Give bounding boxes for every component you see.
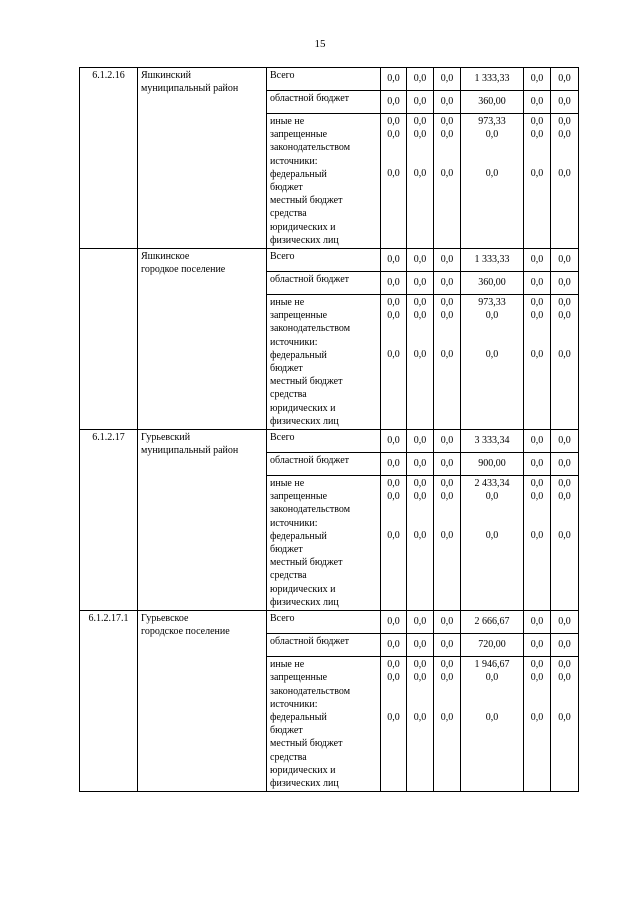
legal-entities-value: 0,0 (387, 530, 400, 542)
other-sources-value-cell (524, 295, 551, 430)
entity-total-row (80, 68, 579, 91)
other-sources-value-cell (381, 476, 407, 611)
local-value: 0,0 (558, 491, 571, 503)
total-value-cell: 0,0 (551, 68, 579, 91)
entity-name-line: Яшкинское (141, 251, 190, 263)
entity-name-line: Гурьевское (141, 613, 189, 625)
other-sources-value-cell (461, 657, 524, 792)
legal-entities-value: 0,0 (440, 168, 454, 180)
total-value-cell: 3 333,34 (461, 430, 524, 453)
regional-value-cell: 0,0 (381, 453, 407, 476)
source-total-label: Всего (267, 611, 381, 634)
federal-value: 2 433,34 (474, 478, 510, 490)
regional-value-cell: 0,0 (551, 272, 579, 295)
regional-value-cell: 0,0 (381, 634, 407, 657)
total-value-cell: 2 666,67 (461, 611, 524, 634)
legal-entities-value: 0,0 (558, 349, 571, 361)
page-number: 15 (314, 38, 326, 50)
legal-entities-value: 0,0 (387, 349, 400, 361)
total-value-cell: 0,0 (407, 68, 434, 91)
regional-value-cell: 0,0 (434, 634, 461, 657)
regional-value-cell: 0,0 (524, 272, 551, 295)
legal-entities-value: 0,0 (387, 168, 400, 180)
local-value: 0,0 (530, 310, 544, 322)
entity-name (138, 430, 267, 611)
other-sources-value-cell (434, 114, 461, 249)
federal-value: 973,33 (478, 116, 506, 127)
legal-entities-value: 0,0 (413, 349, 427, 361)
entity-code: 6.1.2.17.1 (80, 611, 138, 792)
legal-entities-value: 0,0 (440, 711, 454, 723)
other-sources-value-cell (407, 476, 434, 611)
regional-value-cell: 0,0 (524, 634, 551, 657)
local-value: 0,0 (558, 129, 571, 141)
source-total-label: Всего (267, 68, 381, 91)
source-other-line: запрещенные (270, 310, 328, 322)
source-other-line: средства (270, 751, 307, 763)
source-other-line: физических лиц (270, 415, 339, 427)
regional-value-cell: 0,0 (524, 91, 551, 114)
source-other-line: федеральный (270, 168, 327, 180)
regional-value-cell: 0,0 (381, 91, 407, 114)
local-value: 0,0 (530, 672, 544, 684)
local-value: 0,0 (530, 491, 544, 503)
federal-value: 0,0 (440, 659, 454, 671)
source-other-line: бюджет (270, 725, 303, 737)
local-value: 0,0 (413, 129, 427, 141)
source-other-line: запрещенные (270, 129, 328, 141)
entity-name (138, 68, 267, 249)
other-sources-value-cell (524, 476, 551, 611)
other-sources-value-cell (434, 476, 461, 611)
regional-value-cell: 0,0 (407, 634, 434, 657)
legal-entities-value: 0,0 (413, 711, 427, 723)
legal-entities-value: 0,0 (530, 530, 544, 542)
source-other-line: местный бюджет (270, 557, 343, 569)
source-other-line: бюджет (270, 182, 303, 194)
federal-value: 0,0 (387, 297, 400, 309)
federal-value: 0,0 (558, 478, 571, 490)
other-sources-value-cell (461, 295, 524, 430)
federal-value: 0,0 (440, 116, 454, 127)
source-other-line: бюджет (270, 544, 303, 556)
source-other-line: местный бюджет (270, 738, 343, 750)
federal-value: 973,33 (478, 297, 506, 309)
entity-name-line: Гурьевский (141, 432, 191, 444)
federal-value: 0,0 (558, 116, 571, 127)
local-value: 0,0 (387, 491, 400, 503)
local-value: 0,0 (485, 672, 499, 684)
total-value-cell: 0,0 (524, 430, 551, 453)
legal-entities-value: 0,0 (530, 711, 544, 723)
source-other-line: местный бюджет (270, 195, 343, 207)
other-sources-value-cell (551, 114, 579, 249)
source-other-line: юридических и (270, 402, 336, 414)
local-value: 0,0 (440, 310, 454, 322)
total-value-cell: 0,0 (551, 611, 579, 634)
legal-entities-value: 0,0 (485, 530, 499, 542)
total-value-cell: 0,0 (381, 68, 407, 91)
other-sources-value-cell (381, 657, 407, 792)
federal-value: 0,0 (530, 659, 544, 671)
other-sources-value-cell (524, 114, 551, 249)
source-other-line: запрещенные (270, 491, 328, 503)
entity-name-line: муниципальный район (141, 445, 239, 457)
source-other-line: юридических и (270, 583, 336, 595)
other-sources-value-cell (461, 114, 524, 249)
regional-value-cell: 900,00 (461, 453, 524, 476)
legal-entities-value: 0,0 (485, 168, 499, 180)
source-other-line: иные не (270, 297, 305, 309)
federal-value: 0,0 (387, 659, 400, 671)
source-other-line: бюджет (270, 363, 303, 375)
local-value: 0,0 (413, 491, 427, 503)
source-other-label (267, 295, 381, 430)
entity-name-line: Яшкинский (141, 70, 191, 81)
other-sources-value-cell (381, 114, 407, 249)
federal-value: 0,0 (558, 659, 571, 671)
source-other-line: источники: (270, 517, 318, 529)
local-value: 0,0 (387, 310, 400, 322)
legal-entities-value: 0,0 (485, 349, 499, 361)
other-sources-value-cell (381, 295, 407, 430)
source-other-line: федеральный (270, 349, 327, 361)
entity-total-row (80, 249, 579, 272)
regional-value-cell: 0,0 (407, 91, 434, 114)
source-other-line: местный бюджет (270, 376, 343, 388)
source-total-label: Всего (267, 430, 381, 453)
regional-value-cell: 0,0 (551, 634, 579, 657)
federal-value: 0,0 (413, 478, 427, 490)
other-sources-value-cell (461, 476, 524, 611)
source-other-line: юридических и (270, 221, 336, 233)
total-value-cell: 1 333,33 (461, 68, 524, 91)
source-other-label (267, 114, 381, 249)
federal-value: 0,0 (558, 297, 571, 309)
total-value-cell: 0,0 (551, 249, 579, 272)
local-value: 0,0 (558, 310, 571, 322)
total-value-cell: 0,0 (381, 611, 407, 634)
source-regional-label: областной бюджет (267, 272, 381, 295)
entity-code: 6.1.2.16 (80, 68, 138, 249)
other-sources-value-cell (407, 295, 434, 430)
entity-total-row (80, 611, 579, 634)
source-other-line: юридических и (270, 764, 336, 776)
local-value: 0,0 (440, 672, 454, 684)
entity-code: 6.1.2.17 (80, 430, 138, 611)
source-other-line: физических лиц (270, 777, 339, 789)
other-sources-value-cell (524, 657, 551, 792)
federal-value: 0,0 (530, 478, 544, 490)
other-sources-value-cell (407, 657, 434, 792)
regional-value-cell: 720,00 (461, 634, 524, 657)
regional-value-cell: 0,0 (551, 453, 579, 476)
regional-value-cell: 0,0 (524, 453, 551, 476)
other-sources-value-cell (551, 657, 579, 792)
source-other-line: иные не (270, 659, 305, 671)
local-value: 0,0 (387, 672, 400, 684)
budget-table (79, 67, 579, 792)
legal-entities-value: 0,0 (558, 711, 571, 723)
regional-value-cell: 0,0 (434, 272, 461, 295)
source-other-line: иные не (270, 478, 305, 490)
federal-value: 0,0 (387, 478, 400, 490)
regional-value-cell: 0,0 (434, 453, 461, 476)
legal-entities-value: 0,0 (440, 349, 454, 361)
source-other-line: физических лиц (270, 234, 339, 246)
total-value-cell: 0,0 (407, 249, 434, 272)
total-value-cell: 0,0 (434, 611, 461, 634)
source-regional-label: областной бюджет (267, 91, 381, 114)
federal-value: 0,0 (440, 478, 454, 490)
legal-entities-value: 0,0 (387, 711, 400, 723)
total-value-cell: 0,0 (407, 430, 434, 453)
local-value: 0,0 (413, 672, 427, 684)
source-other-line: законодательством (270, 685, 351, 697)
local-value: 0,0 (413, 310, 427, 322)
source-other-label (267, 476, 381, 611)
total-value-cell: 0,0 (524, 68, 551, 91)
source-other-line: запрещенные (270, 672, 328, 684)
source-other-line: федеральный (270, 711, 327, 723)
regional-value-cell: 0,0 (407, 453, 434, 476)
local-value: 0,0 (387, 129, 400, 141)
regional-value-cell: 0,0 (381, 272, 407, 295)
source-other-line: иные не (270, 116, 305, 127)
regional-value-cell: 0,0 (407, 272, 434, 295)
total-value-cell: 0,0 (434, 249, 461, 272)
local-value: 0,0 (440, 491, 454, 503)
local-value: 0,0 (485, 129, 499, 141)
total-value-cell: 0,0 (524, 611, 551, 634)
source-other-line: законодательством (270, 323, 351, 335)
legal-entities-value: 0,0 (558, 168, 571, 180)
source-other-line: средства (270, 389, 307, 401)
legal-entities-value: 0,0 (440, 530, 454, 542)
other-sources-value-cell (551, 295, 579, 430)
local-value: 0,0 (558, 672, 571, 684)
source-other-line: физических лиц (270, 596, 339, 608)
federal-value: 0,0 (440, 297, 454, 309)
total-value-cell: 1 333,33 (461, 249, 524, 272)
other-sources-value-cell (434, 657, 461, 792)
other-sources-value-cell (407, 114, 434, 249)
local-value: 0,0 (530, 129, 544, 141)
local-value: 0,0 (485, 491, 499, 503)
total-value-cell: 0,0 (434, 430, 461, 453)
source-other-line: средства (270, 208, 307, 220)
federal-value: 0,0 (530, 297, 544, 309)
regional-value-cell: 0,0 (551, 91, 579, 114)
source-regional-label: областной бюджет (267, 634, 381, 657)
federal-value: 0,0 (387, 116, 400, 127)
legal-entities-value: 0,0 (413, 168, 427, 180)
source-other-line: законодательством (270, 504, 351, 516)
entity-total-row (80, 430, 579, 453)
source-other-line: законодательством (270, 142, 351, 154)
regional-value-cell: 0,0 (434, 91, 461, 114)
local-value: 0,0 (485, 310, 499, 322)
budget-table-body (80, 68, 579, 792)
entity-name-line: городское поселение (141, 626, 230, 638)
other-sources-value-cell (434, 295, 461, 430)
regional-value-cell: 360,00 (461, 272, 524, 295)
source-other-label (267, 657, 381, 792)
federal-value: 1 946,67 (474, 659, 510, 671)
source-other-line: источники: (270, 698, 318, 710)
total-value-cell: 0,0 (381, 249, 407, 272)
total-value-cell: 0,0 (434, 68, 461, 91)
entity-name-line: муниципальный район (141, 83, 239, 95)
total-value-cell: 0,0 (524, 249, 551, 272)
source-total-label: Всего (267, 249, 381, 272)
source-other-line: федеральный (270, 530, 327, 542)
entity-name (138, 249, 267, 430)
entity-name-line: городкое поселение (141, 264, 226, 276)
federal-value: 0,0 (413, 116, 427, 127)
legal-entities-value: 0,0 (413, 530, 427, 542)
legal-entities-value: 0,0 (485, 711, 499, 723)
local-value: 0,0 (440, 129, 454, 141)
entity-code (80, 249, 138, 430)
federal-value: 0,0 (530, 116, 544, 127)
other-sources-value-cell (551, 476, 579, 611)
source-other-line: источники: (270, 336, 318, 348)
total-value-cell: 0,0 (407, 611, 434, 634)
legal-entities-value: 0,0 (530, 349, 544, 361)
federal-value: 0,0 (413, 659, 427, 671)
source-other-line: источники: (270, 155, 318, 167)
source-regional-label: областной бюджет (267, 453, 381, 476)
total-value-cell: 0,0 (551, 430, 579, 453)
legal-entities-value: 0,0 (558, 530, 571, 542)
entity-name (138, 611, 267, 792)
federal-value: 0,0 (413, 297, 427, 309)
regional-value-cell: 360,00 (461, 91, 524, 114)
legal-entities-value: 0,0 (530, 168, 544, 180)
source-other-line: средства (270, 570, 307, 582)
total-value-cell: 0,0 (381, 430, 407, 453)
